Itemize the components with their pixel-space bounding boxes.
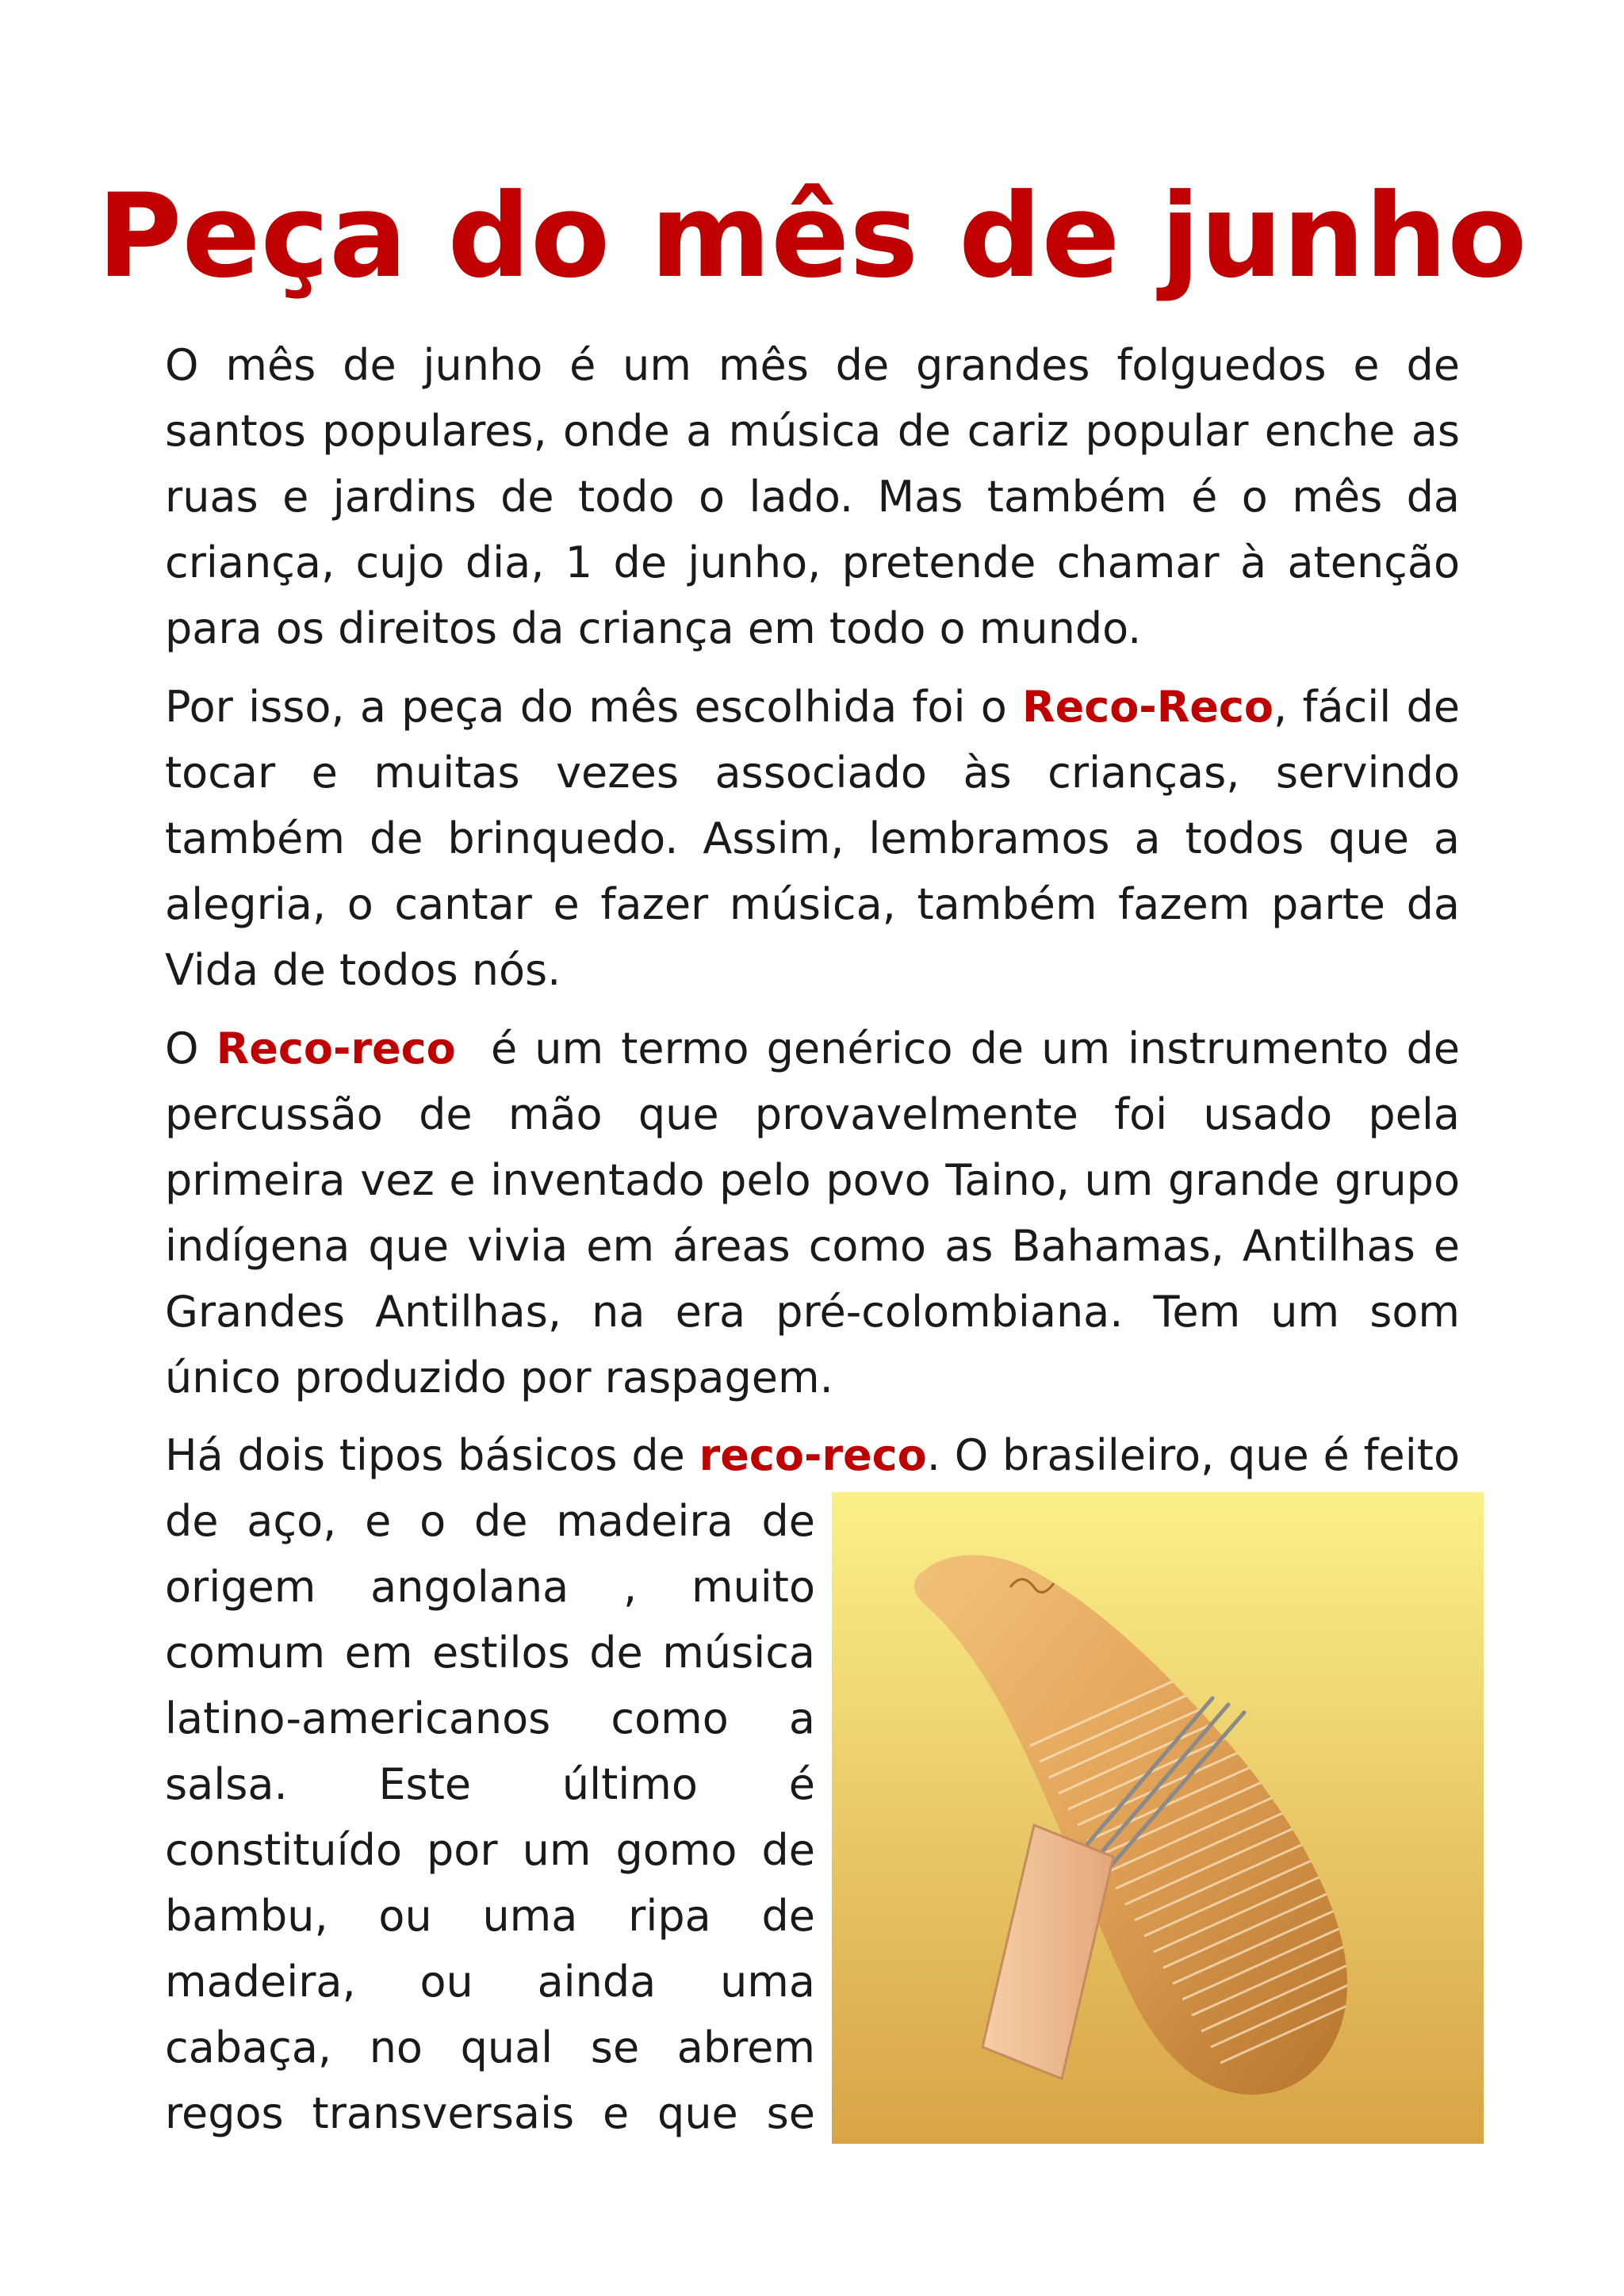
paragraph-types-wrapped bbox=[165, 1488, 815, 2146]
paragraph-text: . O brasileiro, que é feito bbox=[926, 1430, 1460, 1480]
paragraph-text: Por isso, a peça do mês escolhida foi o bbox=[165, 682, 1022, 732]
paragraph-text: , fácil de tocar e muitas vezes associado às crianças, servindo também de brinquedo. Assim, lembramos a todos que a alegria, o cantar e fazer música, também fazem parte da Vida de todos nós. bbox=[165, 682, 1460, 995]
paragraph-text: O bbox=[165, 1024, 216, 1073]
paragraph-text: é um termo genérico de um instrumento de percussão de mão que provavelmente foi usado pela primeira vez e inventado pelo povo Taino, um grande grupo indígena que vivia em áreas como as Bahamas, Antilhas e Grandes Antilhas, na era pré-colombiana. Tem um som único produzido por raspagem. bbox=[165, 1024, 1474, 1402]
paragraph-definition bbox=[165, 1016, 1474, 1410]
page-title: Peça do mês de junho bbox=[97, 169, 1527, 304]
paragraph-text: O mês de junho é um mês de grandes folguedos e de santos populares, onde a música de cariz popular enche as ruas e jardins de todo o lado. Mas também é o mês da criança, cujo dia, 1 de junho, pretende chamar à atenção para os direitos da criança em todo o mundo. bbox=[165, 340, 1460, 653]
reco-reco-image bbox=[832, 1492, 1484, 2144]
paragraph-text: Há dois tipos básicos de bbox=[165, 1430, 699, 1480]
highlight-term: Reco-Reco bbox=[1021, 682, 1274, 732]
paragraph-types-line bbox=[165, 1422, 1460, 1488]
paragraph-piece-choice bbox=[165, 674, 1460, 1003]
paragraph-line bbox=[165, 1422, 1460, 1488]
paragraph-intro bbox=[165, 332, 1460, 661]
highlight-term: reco-reco bbox=[699, 1430, 927, 1480]
paragraph-text: de aço, e o de madeira de origem angolana , muito comum em estilos de música latino-americanos como a salsa. Este último é constituído por um gomo de bambu, ou uma ripa de madeira, ou ainda uma cabaça, no qual se abrem regos transversais e que se bbox=[165, 1496, 815, 2138]
highlight-term: Reco-reco bbox=[216, 1024, 456, 1073]
reco-reco-illustration bbox=[832, 1492, 1484, 2144]
